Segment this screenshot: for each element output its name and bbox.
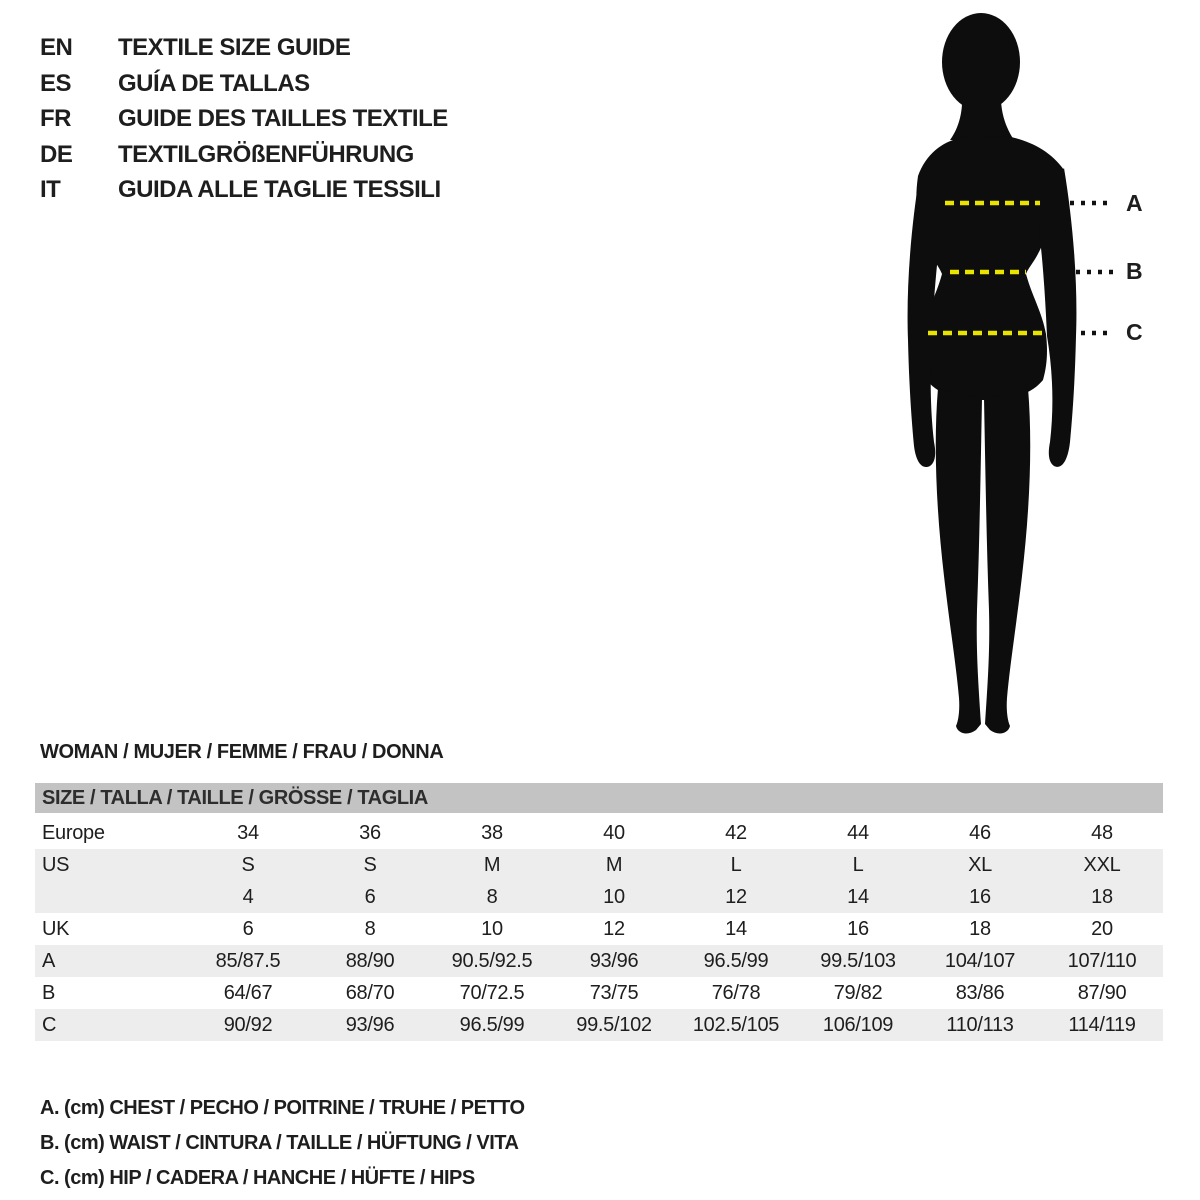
size-table (35, 783, 1163, 1041)
size-cell: M (605, 854, 623, 876)
size-cell: 83/86 (955, 982, 1005, 1004)
section-title-woman: WOMAN / MUJER / FEMME / FRAU / DONNA (40, 741, 444, 763)
note-waist: B. (cm) WAIST / CINTURA / TAILLE / HÜFTUNG / VITA (40, 1132, 519, 1154)
measure-label-b: B (1126, 258, 1143, 284)
row-label: C (42, 1014, 57, 1036)
language-code: FR (40, 105, 71, 132)
size-cell: 73/75 (589, 982, 639, 1004)
language-guide-list (40, 30, 448, 208)
table-row-hip-c (35, 1009, 1163, 1041)
woman-silhouette-figure (880, 0, 1170, 740)
size-cell: 42 (725, 822, 747, 844)
size-cell: 44 (847, 822, 869, 844)
size-cell: 8 (486, 886, 498, 908)
size-cell: 14 (725, 918, 747, 940)
size-cell: 14 (847, 886, 869, 908)
language-code: DE (40, 140, 73, 168)
language-code: ES (40, 69, 72, 97)
size-cell: 85/87.5 (215, 950, 281, 972)
note-chest: A. (cm) CHEST / PECHO / POITRINE / TRUHE / PETTO (40, 1097, 525, 1119)
language-label: GUIDE DES TAILLES TEXTILE (118, 105, 448, 132)
size-cell: 106/109 (822, 1014, 894, 1036)
size-cell: 110/113 (946, 1014, 1014, 1036)
language-row-de (40, 137, 448, 173)
language-row-en (40, 30, 448, 66)
language-row-fr (40, 101, 448, 137)
size-cell: 48 (1091, 822, 1113, 844)
size-cell: 38 (481, 822, 503, 844)
size-cell: 93/96 (589, 950, 639, 972)
size-cell: 46 (969, 822, 991, 844)
language-label: GUIDA ALLE TAGLIE TESSILI (118, 176, 441, 203)
size-cell: 20 (1091, 918, 1113, 940)
language-label: TEXTILGRÖßENFÜHRUNG (118, 140, 414, 168)
language-code: EN (40, 34, 73, 61)
size-cell: 76/78 (711, 982, 761, 1004)
size-cell: 18 (1091, 886, 1113, 908)
size-cell: 87/90 (1077, 982, 1127, 1004)
size-cell: 4 (242, 886, 254, 908)
size-cell: S (363, 854, 377, 876)
table-row-us (35, 849, 1163, 881)
size-cell: 96.5/99 (459, 1014, 525, 1036)
table-row-chest-a (35, 945, 1163, 977)
language-label: GUÍA DE TALLAS (118, 69, 310, 97)
table-row-europe (35, 817, 1163, 849)
size-cell: 12 (725, 886, 747, 908)
size-cell: 10 (481, 918, 503, 940)
size-cell: 99.5/102 (576, 1014, 652, 1036)
size-cell: 90/92 (223, 1014, 273, 1036)
size-cell: 99.5/103 (820, 950, 896, 972)
size-cell: 64/67 (223, 982, 273, 1004)
size-cell: 93/96 (345, 1014, 395, 1036)
size-cell: 70/72.5 (459, 982, 525, 1004)
size-cell: L (852, 854, 864, 876)
table-row-us-numeric (35, 881, 1163, 913)
measurement-notes (40, 1091, 525, 1196)
measure-label-c: C (1126, 319, 1143, 345)
size-cell: 90.5/92.5 (451, 950, 533, 972)
size-cell: 10 (603, 886, 625, 908)
size-cell: 18 (969, 918, 991, 940)
size-cell: 104/107 (944, 950, 1016, 972)
language-label: TEXTILE SIZE GUIDE (118, 34, 351, 61)
size-cell: 16 (847, 918, 869, 940)
table-row-waist-b (35, 977, 1163, 1009)
size-cell: 79/82 (833, 982, 883, 1004)
size-cell: 16 (969, 886, 991, 908)
size-cell: L (730, 854, 742, 876)
size-cell: XL (968, 854, 992, 876)
size-table-rows (35, 817, 1163, 1041)
size-cell: 6 (242, 918, 254, 940)
row-label: UK (42, 918, 70, 940)
size-cell: 40 (603, 822, 625, 844)
size-cell: M (483, 854, 501, 876)
row-label (35, 881, 187, 913)
size-cell: 88/90 (345, 950, 395, 972)
size-cell: 107/110 (1067, 950, 1137, 972)
measure-label-a: A (1126, 190, 1143, 216)
size-cell: 34 (237, 822, 259, 844)
size-cell: S (241, 854, 255, 876)
size-cell: 8 (364, 918, 376, 940)
size-cell: 68/70 (345, 982, 395, 1004)
size-cell: 102.5/105 (692, 1014, 780, 1036)
language-row-it (40, 172, 448, 208)
language-row-es (40, 66, 448, 102)
size-cell: 96.5/99 (703, 950, 769, 972)
note-hip: C. (cm) HIP / CADERA / HANCHE / HÜFTE / HIPS (40, 1167, 475, 1189)
size-table-header: SIZE / TALLA / TAILLE / GRÖSSE / TAGLIA (35, 783, 1163, 813)
woman-silhouette (908, 13, 1077, 733)
table-row-uk (35, 913, 1163, 945)
row-label: US (42, 854, 70, 876)
row-label: A (42, 950, 56, 972)
size-cell: 114/119 (1068, 1014, 1136, 1036)
size-cell: XXL (1083, 854, 1121, 876)
row-label: B (42, 982, 56, 1004)
leader-dotted-lines (1070, 203, 1114, 333)
row-label: Europe (42, 822, 105, 844)
size-cell: 12 (603, 918, 625, 940)
language-code: IT (40, 176, 61, 203)
size-cell: 36 (359, 822, 381, 844)
size-cell: 6 (364, 886, 376, 908)
